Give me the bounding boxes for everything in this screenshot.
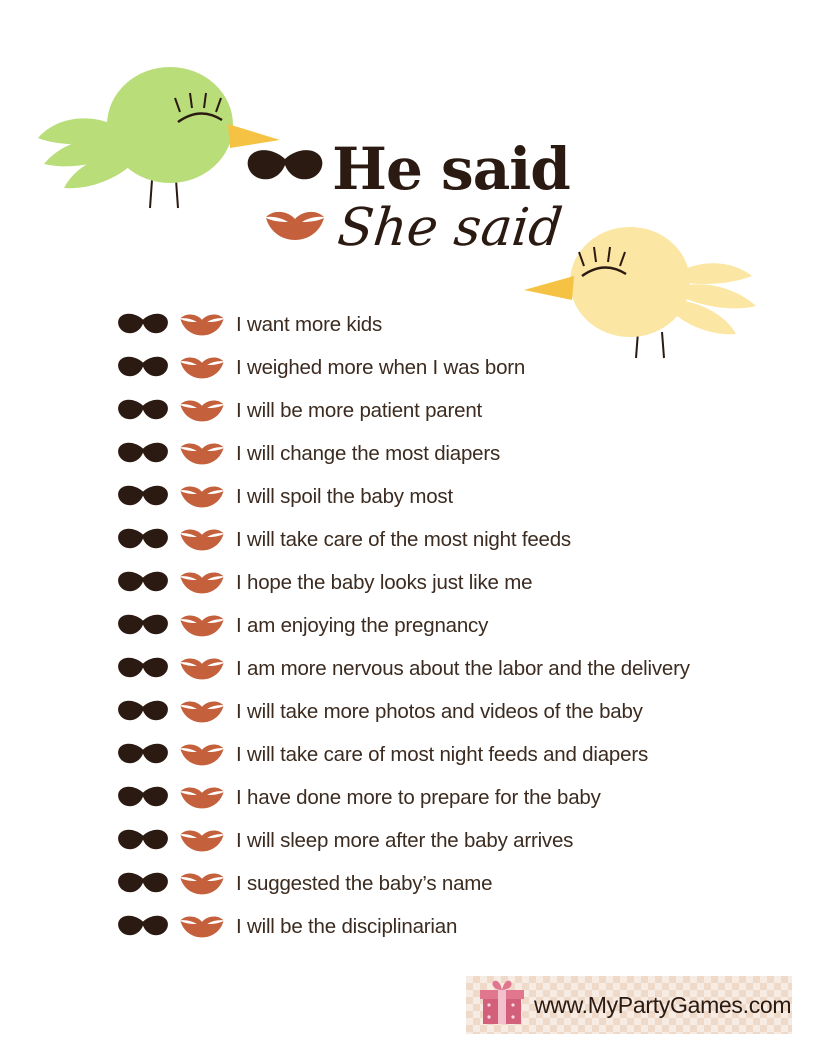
mustache-icon[interactable] — [112, 356, 174, 380]
list-item[interactable] — [112, 905, 812, 948]
statement-text: I will change the most diapers — [236, 441, 501, 465]
lips-icon[interactable] — [174, 485, 230, 509]
mustache-icon[interactable] — [112, 657, 174, 681]
green-bird-illustration — [30, 40, 280, 215]
list-item[interactable] — [112, 690, 812, 733]
statement-text: I weighed more when I was born — [236, 355, 526, 379]
mustache-icon[interactable] — [112, 442, 174, 466]
statement-text: I will spoil the baby most — [236, 484, 453, 508]
mustache-icon[interactable] — [112, 528, 174, 552]
mustache-icon[interactable] — [112, 700, 174, 724]
statement-text: I hope the baby looks just like me — [236, 570, 533, 594]
title-he-said: He said — [332, 135, 570, 203]
lips-icon[interactable] — [174, 442, 230, 466]
mustache-icon[interactable] — [112, 786, 174, 810]
statement-text: I have done more to prepare for the baby — [236, 785, 601, 809]
lips-icon[interactable] — [174, 829, 230, 853]
mustache-icon[interactable] — [112, 915, 174, 939]
mustache-icon[interactable] — [112, 485, 174, 509]
statement-text: I will take care of most night feeds and diapers — [236, 742, 649, 766]
lips-icon — [264, 210, 326, 247]
website-url[interactable]: www.MyPartyGames.com — [534, 991, 792, 1018]
list-item[interactable] — [112, 733, 812, 776]
list-item[interactable] — [112, 561, 812, 604]
statement-text: I want more kids — [236, 312, 383, 336]
lips-icon[interactable] — [174, 399, 230, 423]
statement-text: I will be more patient parent — [236, 398, 483, 422]
mustache-icon[interactable] — [112, 829, 174, 853]
lips-icon[interactable] — [174, 872, 230, 896]
list-item[interactable] — [112, 346, 812, 389]
list-item[interactable] — [112, 518, 812, 561]
list-item[interactable] — [112, 776, 812, 819]
list-item[interactable] — [112, 389, 812, 432]
lips-icon[interactable] — [174, 528, 230, 552]
statement-text: I suggested the baby’s name — [236, 871, 493, 895]
mustache-icon[interactable] — [112, 743, 174, 767]
list-item[interactable] — [112, 862, 812, 905]
title-she-said: She said — [334, 198, 566, 258]
lips-icon[interactable] — [174, 743, 230, 767]
statement-text: I will sleep more after the baby arrives — [236, 828, 574, 852]
mustache-icon[interactable] — [112, 614, 174, 638]
lips-icon[interactable] — [174, 786, 230, 810]
list-item[interactable] — [112, 604, 812, 647]
lips-icon[interactable] — [174, 915, 230, 939]
statement-text: I am enjoying the pregnancy — [236, 613, 489, 637]
footer-watermark[interactable] — [466, 976, 792, 1034]
lips-icon[interactable] — [174, 657, 230, 681]
mustache-icon[interactable] — [112, 313, 174, 337]
list-item[interactable] — [112, 432, 812, 475]
mustache-icon[interactable] — [112, 571, 174, 595]
gift-box-icon — [480, 980, 524, 1031]
statement-text: I will take more photos and videos of the baby — [236, 699, 643, 723]
statement-text: I will take care of the most night feeds — [236, 527, 571, 551]
mustache-icon[interactable] — [112, 872, 174, 896]
lips-icon[interactable] — [174, 313, 230, 337]
list-item[interactable] — [112, 475, 812, 518]
mustache-icon[interactable] — [112, 399, 174, 423]
lips-icon[interactable] — [174, 700, 230, 724]
statement-list — [112, 303, 812, 948]
lips-icon[interactable] — [174, 356, 230, 380]
list-item[interactable] — [112, 819, 812, 862]
lips-icon[interactable] — [174, 571, 230, 595]
statement-text: I am more nervous about the labor and the delivery — [236, 656, 690, 680]
list-item[interactable] — [112, 647, 812, 690]
statement-text: I will be the disciplinarian — [236, 914, 458, 938]
lips-icon[interactable] — [174, 614, 230, 638]
list-item[interactable] — [112, 303, 812, 346]
